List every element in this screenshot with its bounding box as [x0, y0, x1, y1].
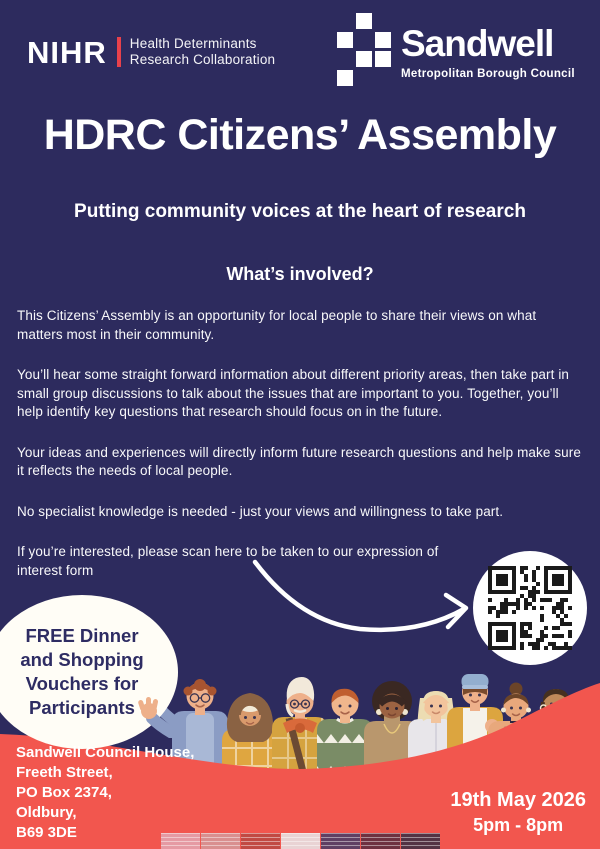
- photo-thumbnail: [401, 833, 440, 849]
- page-title: HDRC Citizens’ Assembly: [43, 111, 557, 159]
- nihr-line2: Research Collaboration: [129, 52, 276, 67]
- venue-line: Freeth Street,: [16, 764, 113, 781]
- nihr-logo: [27, 36, 275, 68]
- body-paragraph: You’ll hear some straight forward information about different priority areas, then take part in small group discussions to talk about the issues that are important to you. Together, you’ll help identify key questions that research should focus on in the future.: [17, 367, 570, 419]
- sandwell-name: Sandwell: [401, 23, 554, 64]
- venue-line: PO Box 2374,: [16, 784, 112, 801]
- section-heading: What’s involved?: [226, 264, 374, 284]
- body-paragraph: Your ideas and experiences will directly inform future research questions and help make sure it reflects the needs of local people.: [17, 444, 581, 478]
- venue-line: B69 3DE: [16, 824, 77, 841]
- sandwell-logo: [337, 13, 575, 89]
- body-paragraph: If you’re interested, please scan here to be taken to our expression of interest form: [17, 544, 439, 578]
- venue-address: [16, 743, 194, 843]
- body-paragraph: No specialist knowledge is needed - just your views and willingness to take part.: [17, 503, 504, 519]
- nihr-line1: Health Determinants: [129, 36, 257, 51]
- header: [0, 0, 600, 100]
- photo-thumbnail: [241, 833, 280, 849]
- voucher-line: and Shopping: [20, 649, 144, 670]
- nihr-logo-text: [130, 36, 275, 68]
- subtitle: Putting community voices at the heart of research: [74, 201, 526, 222]
- sandwell-logo-text: [401, 13, 575, 89]
- nihr-wordmark: NIHR: [27, 34, 107, 70]
- body-paragraph: This Citizens’ Assembly is an opportunity for local people to share their views on what matters most in their community.: [17, 308, 537, 342]
- nihr-divider: [117, 37, 121, 67]
- sandwell-squares-icon: [337, 13, 394, 89]
- sandwell-subtitle: Metropolitan Borough Council: [401, 68, 575, 80]
- event-time: 5pm - 8pm: [473, 815, 564, 835]
- curved-arrow-icon: [240, 550, 480, 645]
- photo-thumbnail: [281, 833, 320, 849]
- voucher-line: Vouchers for: [25, 673, 139, 694]
- qr-code: [488, 566, 572, 650]
- venue-line: Oldbury,: [16, 804, 77, 821]
- photo-thumbnail: [361, 833, 400, 849]
- venue-line: Sandwell Council House,: [16, 744, 195, 761]
- event-date: 19th May 2026: [450, 789, 586, 811]
- waving-hand-icon: [134, 694, 180, 738]
- event-datetime: [450, 788, 586, 836]
- photo-thumbnail: [321, 833, 360, 849]
- photo-thumbnail: [201, 833, 240, 849]
- voucher-line: Participants: [29, 697, 135, 718]
- photo-thumbnail: [161, 833, 200, 849]
- photo-strip: [161, 833, 441, 849]
- voucher-line: FREE Dinner: [25, 625, 139, 646]
